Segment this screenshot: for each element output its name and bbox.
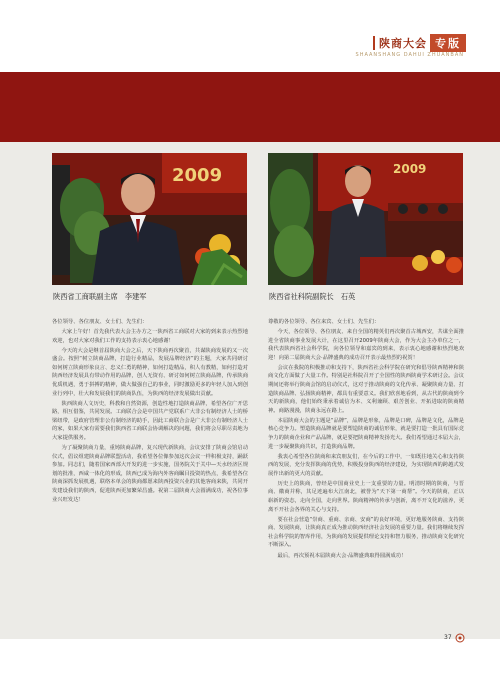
photo-caption-2: 陕西省社科院副院长 石英 bbox=[269, 292, 356, 301]
photo-caption-1: 陕西省工商联副主席 李建军 bbox=[53, 292, 147, 301]
section-bar-icon bbox=[373, 36, 375, 50]
section-title: 陕商大会 bbox=[379, 37, 427, 50]
page-header bbox=[0, 0, 500, 72]
page-mark-icon bbox=[455, 633, 465, 643]
paragraph: 我衷心希望各位陕商和来宾朋友们，在今后的工作中，一如既往地关心和支持陕西的发展，充分发挥陕商的优势，积极投身陕西的经济建设，为实现陕西的跨越式发展作出新的更大的贡献。 bbox=[268, 453, 464, 477]
paragraph: 今天，各位领导、各位朋友、来自全国的精英们再次聚首古城西安，共谋全面推进全省陕商事业发展大计，在这里召开2009年陕商大会，作为大会主办单位之一，我代表陕西省社会科学院，向各位领导和嘉宾的到来，表示衷心地感谢和热烈地欢迎！向第二届陕商大会·品牌盛典的成功召开表示最热烈的祝贺！ bbox=[268, 329, 464, 361]
paragraph: 会议在我院的积极推动和支持下，陕西省社会科学院在研究和倡导陕西精神和陕商文化方面做了大量工作。特别是社科院召开了全国性的陕西陕商学术研讨会。会议期间还将举行陕商会馆的启动仪式，这对于推动陕商的文化传承、凝聚陕商力量、打造陕商品牌、弘扬陕商精神，都具有重要意义。我们欣喜地看到，从古代的陕商到今天的新陕商，他们始终秉承着诚信为本、义利兼顾、艰苦创业、开拓进取的陕商精神。商路漫漫，陕商永远在路上。 bbox=[268, 364, 464, 414]
paragraph: 要在社会营造“崇商、重商、亲商、安商”的良好环境，更好地服务陕商、支持陕商、发展陕商，让陕商真正成为推动陕西经济社会发展的重要力量。我们将继续发挥社会科学院的智库作用，为陕商的发展提供理论支持和智力服务，推动陕商文化研究不断深入。 bbox=[268, 516, 464, 549]
paragraph: 各位领导、各位朋友、女士们、先生们： bbox=[52, 319, 148, 325]
section-subtitle: SHAANSHANG DAHUI ZHUANBAN bbox=[355, 52, 464, 58]
paragraph: 尊敬的各位领导、各位来宾、女士们、先生们： bbox=[268, 319, 380, 325]
paragraph: 最后，再次预祝本届陕商大会·品牌盛典取得圆满成功！ bbox=[277, 552, 407, 559]
paragraph: 历史上的陕商，曾经是中国商业史上一支重要的力量。明清时期的陕商，与晋商、徽商并称，其足迹遍布大江南北，被誉为“天下第一商帮”。今天的陕商，正以崭新的姿态，走向全国，走向世界。陕商精神的传承与创新，离不开文化的滋养，更离不开社会各界的关心与支持。 bbox=[268, 480, 464, 513]
paragraph: 本届陕商大会的主题是“品牌”，品牌是形象，品牌是口碑，品牌是文化，品牌是核心竞争力。塑造陕商品牌就是要塑造陕商的诚信形象，就是要打造一批具有国际竞争力的陕商企业和产品品牌，就是要把陕商精神发扬光大。我们希望通过本届大会，进一步凝聚陕商共识，打造陕商品牌。 bbox=[268, 417, 464, 450]
speaker-photo-2 bbox=[268, 153, 463, 285]
paragraph: 为了凝聚陕商力量，重铸陕商品牌，复兴现代新陕商，会议安排了陕商会馆启动仪式，倡议组建陕商品牌联盟活动，我希望各位像参加这次会议一样积极支持，踊跃参加。同志们，随着国家西部大开发的进一步实施，国务院关于关中—天水经济区规划的批准，西咸一体化的形成，陕西已成为海内外客商瞩目投资的热点，我希望各位陕商深抓发展机遇，联络本单会的陕商都愿来陕西投资兴业的其他客商来陕，共同开发建设我们的陕西，促进陕西更加繁荣昌盛。祝第二届陕商大会圆满成功，祝各位事业兴旺发达！ bbox=[52, 445, 248, 503]
left-speech-column bbox=[52, 318, 248, 506]
speaker-photo-1 bbox=[52, 153, 247, 285]
paragraph: 大家上午好！首先我代表大会主办方之一陕西省工商联对大家的到来表示热烈地欢迎，也对大家对我们工作的支持表示衷心地感谢！ bbox=[52, 329, 248, 344]
section-badge bbox=[373, 34, 466, 52]
page-footer bbox=[0, 640, 500, 673]
banner-year-text: 2009 bbox=[393, 162, 427, 176]
red-banner bbox=[0, 72, 500, 142]
banner-year-text: 2009 bbox=[172, 165, 223, 186]
right-speech-column bbox=[268, 318, 464, 562]
page-number: 37 bbox=[444, 634, 452, 641]
paragraph: 陕西陕商人文历史，科教和自然资源，创造性地打造陕商品牌，希望各位广开思路，相互借鉴，共同发展。工商联合会是中国共产党联系广大非公有制经济人士的桥梁纽带，是政府管理非公有制经济的助手，因此工商联合会是广大非公有制经济人士的家，如果大家有需要我们陕西省工商联会协调解决的问题，我们将会尽职尽责地为大家提供服务。 bbox=[52, 400, 248, 442]
paragraph: 今天的大会是继首届陕商大会之后，天下陕商再次聚首，共谋陕商发展的又一次盛会。按照“树立陕商品牌，打造行业精品，发展品牌经济”的主题，大家共同研讨如何树立陕商形象良言、忠义仁勇的精神，如何打造精品，积人有教精，如何打造对陕西经济发展具有带动作用的品牌，创人无资有、研讨如何树立陕商品牌，传承陕商优质机遇，勇于拼搏的精神，做大做强自己的事业，同时激励更多的年轻人加入到创业行列中，壮大和发展我们的陕商队伍，为陕西的经济发展做出贡献。 bbox=[52, 347, 248, 397]
section-tag: 专版 bbox=[430, 34, 466, 52]
